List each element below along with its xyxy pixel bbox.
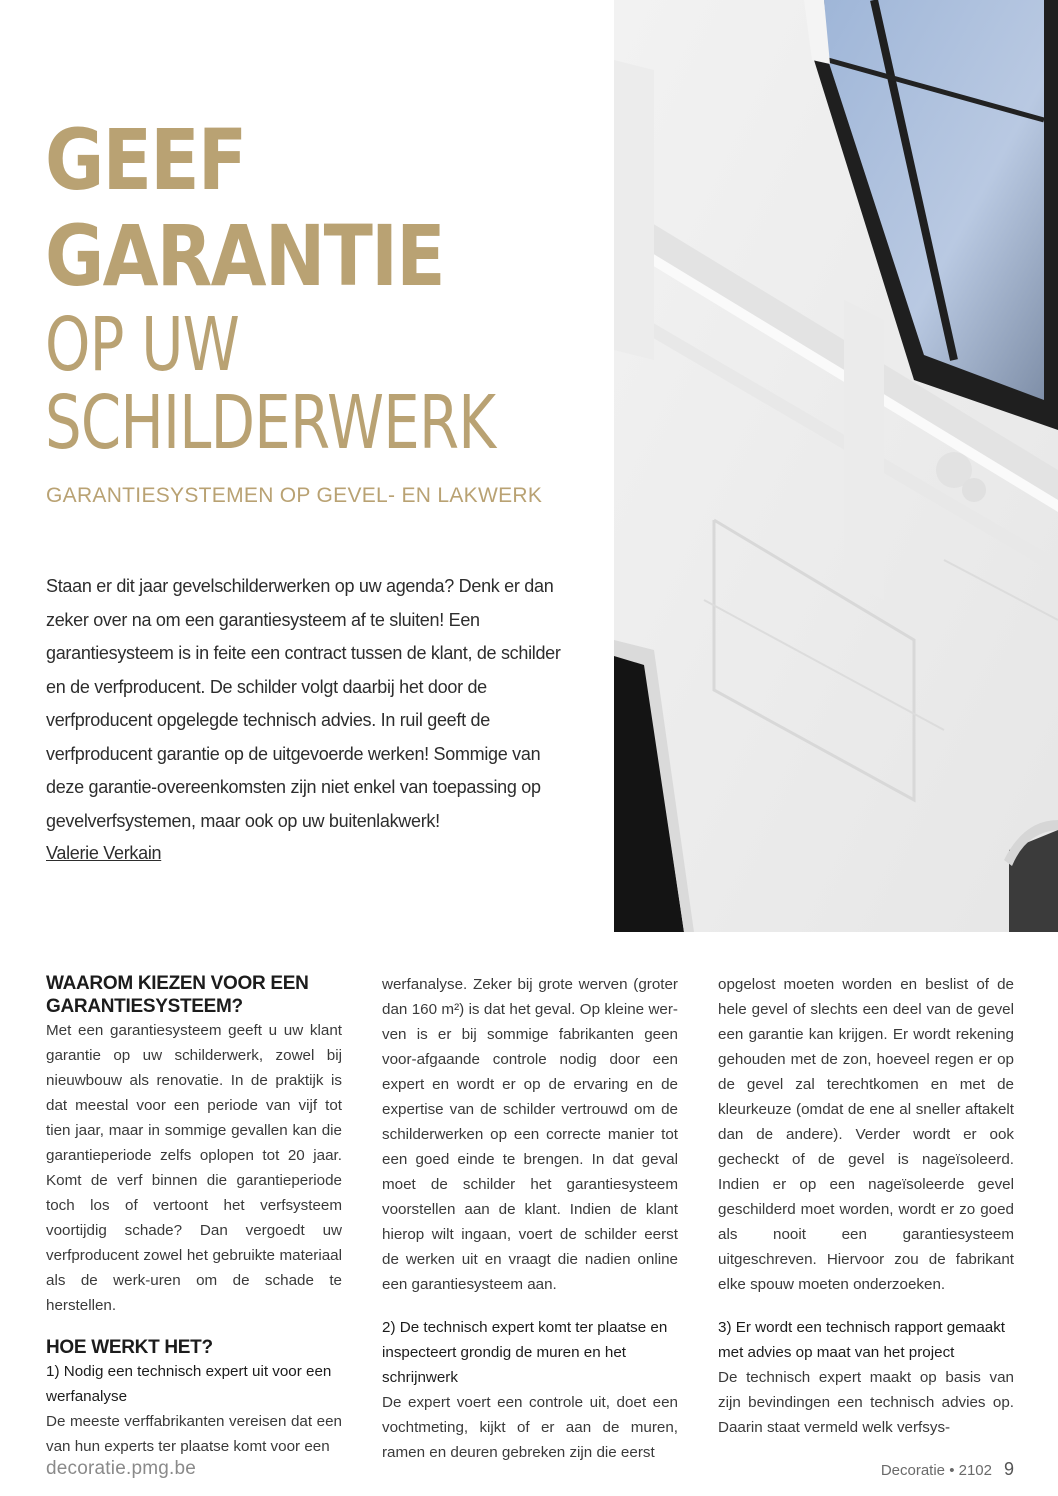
- body-paragraph: Met een garantiesysteem geeft u uw klant garantie op uw schilderwerk, zowel bij nieuwbouw als renovatie. In de praktijk is dat meestal voor een periode van vijf tot tien jaar, maar in sommige gevallen kan die garantieperiode zelfs oplopen tot 20 jaar. Komt de verf binnen die garantieperiode toch los of vertoont het verfsysteem voortijdig schade? Dan vergoedt uw verfproducent zowel het gebruikte materiaal als de werk-uren om de schade te herstellen.: [46, 1022, 342, 1314]
- subheading-step-3: 3) Er wordt een technisch rapport gemaakt met advies op maat van het project: [718, 1319, 1006, 1361]
- body-paragraph: De expert voert een controle uit, doet een vochtmeting, kijkt of er aan de muren, ramen en deuren gebreken zijn die eerst: [382, 1394, 678, 1461]
- page-footer: [881, 1459, 1014, 1480]
- article-subtitle: GARANTIESYSTEMEN OP GEVEL- EN LAKWERK: [46, 484, 543, 507]
- website-link[interactable]: decoratie.pmg.be: [46, 1458, 197, 1479]
- column-3: [718, 972, 1014, 1440]
- headline-line-3: OP UW: [45, 302, 240, 388]
- headline-line-4: SCHILDERWERK: [45, 380, 496, 466]
- issue-label: Decoratie • 2102: [880, 1462, 992, 1479]
- facade-photo: [614, 0, 1058, 932]
- body-paragraph: De technisch expert maakt op basis van zijn bevindingen een technisch advies op. Daarin staat vermeld welk verfsys-: [718, 1369, 1014, 1436]
- intro-paragraph: Staan er dit jaar gevelschilderwerken op uw agenda? Denk er dan zeker over na om een garantiesysteem af te sluiten! Een garantiesysteem is in feite een contract tussen de klant, de schilder en de verfproducent. De schilder volgt daarbij het door de verfproducent opgelegde technisch advies. In ruil geeft de verfproducent garantie op de uitgevoerde werken! Sommige van deze garantie-overeenkomsten zijn niet enkel van toepassing op gevelverfsystemen, maar ook op uw buitenlakwerk!: [46, 576, 561, 831]
- section-heading-how: HOE WERKT HET?: [46, 1337, 213, 1358]
- headline-line-1: GEEF: [45, 111, 246, 209]
- subheading-step-1: 1) Nodig een technisch expert uit voor een werfanalyse: [46, 1363, 332, 1405]
- body-paragraph: werfanalyse. Zeker bij grote werven (groter dan 160 m²) is dat het geval. Op kleine wer-ven is er bij sommige fabrikanten geen voor-afgaande controle nodig door een expert en wordt er op de ervaring en de expertise van de schilder vertrouwd om de schilderwerken op een correcte manier tot een goed einde te brengen. In dat geval moet de schilder het garantiesysteem voorstellen aan de klant. Indien de klant hierop wilt ingaan, voert de schilder eerst de werken uit en vraagt die nadien online een garantiesysteem aan.: [382, 976, 678, 1293]
- author-link[interactable]: Valerie Verkain: [46, 843, 162, 863]
- headline-line-2: GARANTIE: [45, 207, 444, 305]
- body-paragraph: opgelost moeten worden en beslist of de hele gevel of slechts een deel van de gevel een garantie kan krijgen. Er wordt rekening gehouden met de zon, hoeveel regen er op de gevel zal terechtkomen en met de kleurkeuze (omdat de ene al sneller aftakelt dan de andere). Verder wordt er ook gecheckt of de gevel is nageïsoleerd. Indien er op een nageïsoleerde gevel geschilderd moet worden, wordt er zo goed als nooit een garantiesysteem uitgeschreven. Hiervoor zou de fabrikant elke spouw moeten onderzoeken.: [718, 976, 1014, 1293]
- column-2: [382, 972, 678, 1465]
- subheading-step-2: 2) De technisch expert komt ter plaatse en inspecteert grondig de muren en het schrijnwerk: [382, 1319, 668, 1386]
- section-heading-why: WAAROM KIEZEN VOOR EEN GARANTIESYSTEEM?: [46, 973, 309, 1017]
- column-1: [46, 972, 342, 1459]
- page-number: 9: [1003, 1459, 1014, 1479]
- body-paragraph: De meeste verffabrikanten vereisen dat een van hun experts ter plaatse komt voor een: [46, 1413, 342, 1455]
